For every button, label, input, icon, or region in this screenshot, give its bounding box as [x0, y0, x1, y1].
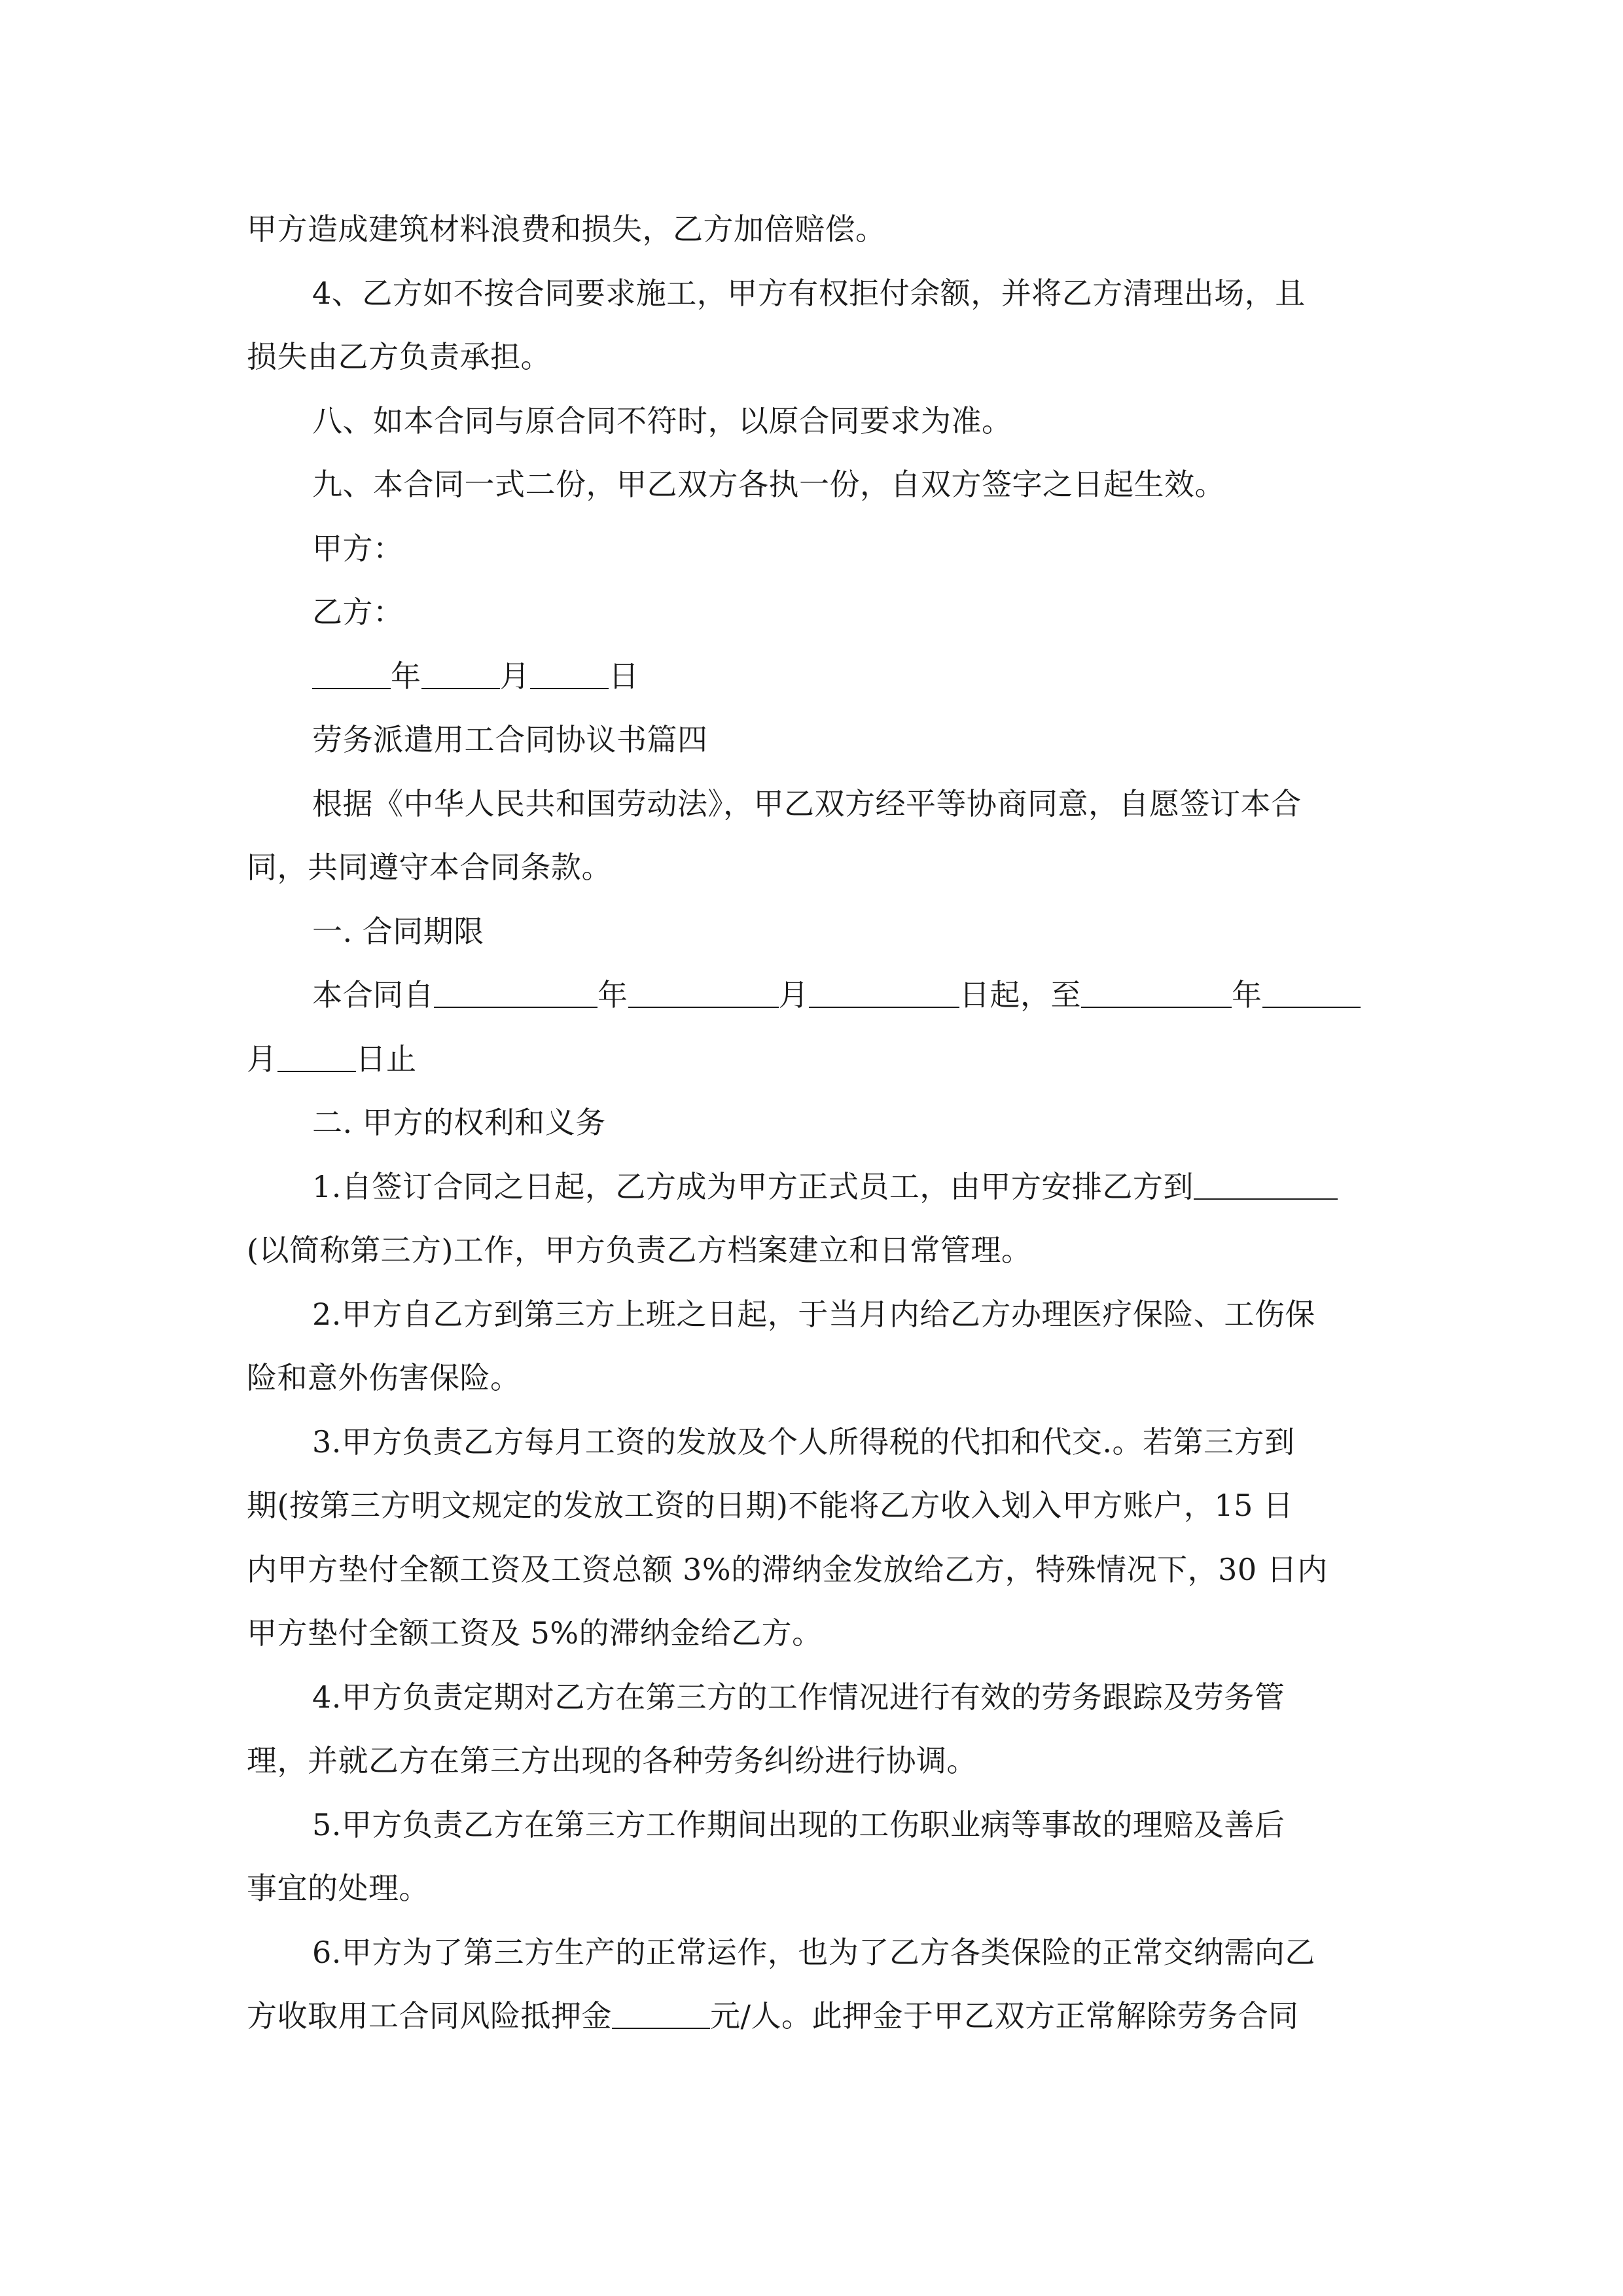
text-line: 内甲方垫付全额工资及工资总额 3%的滞纳金发放给乙方，特殊情况下，30 日内: [247, 1551, 1328, 1587]
blank-field: [1262, 980, 1361, 1008]
text-line: 根据《中华人民共和国劳动法》，甲乙双方经平等协商同意，自愿签订本合: [312, 785, 1302, 821]
text-line: 同，共同遵守本合同条款。: [247, 850, 612, 885]
blank-field: [628, 980, 779, 1008]
clause-text: 元/人。此押金于甲乙双方正常解除劳务合同: [710, 1998, 1299, 2034]
text-line: 甲方垫付全额工资及 5%的滞纳金给乙方。: [247, 1615, 823, 1651]
text-line: (以简称第三方)工作，甲方负责乙方档案建立和日常管理。: [247, 1232, 1032, 1268]
text-line: 理，并就乙方在第三方出现的各种劳务纠纷进行协调。: [247, 1743, 977, 1778]
document-page: [247, 198, 1379, 2049]
clause-text: 方收取用工合同风险抵押金: [247, 1998, 612, 2034]
text-line: 事宜的处理。: [247, 1871, 429, 1906]
text-line: 九、本合同一式二份，甲乙双方各执一份，自双方签字之日起生效。: [312, 467, 1225, 502]
blank-field: [312, 662, 391, 689]
blank-field: [1081, 980, 1232, 1008]
clause-heading: 一. 合同期限: [312, 913, 484, 949]
clause-heading: 二. 甲方的权利和义务: [312, 1105, 606, 1140]
party-a-label: 甲方：: [312, 530, 404, 566]
term-text: 日起，至: [959, 977, 1081, 1013]
blank-field: [612, 2001, 710, 2029]
text-line: [247, 1155, 1379, 1219]
text-line: 2.甲方自乙方到第三方上班之日起，于当月内给乙方办理医疗保险、工伤保: [312, 1296, 1315, 1332]
term-text: 年: [597, 977, 628, 1013]
date-month-label: 月: [499, 658, 530, 694]
blank-field: [277, 1045, 356, 1072]
text-line: 5.甲方负责乙方在第三方工作期间出现的工伤职业病等事故的理赔及善后: [312, 1806, 1285, 1842]
section-title: 劳务派遣用工合同协议书篇四: [312, 722, 708, 757]
text-line: [247, 1984, 1379, 2049]
text-line: 4.甲方负责定期对乙方在第三方的工作情况进行有效的劳务跟踪及劳务管: [312, 1679, 1285, 1715]
party-b-label: 乙方：: [312, 594, 404, 630]
term-text: 月: [778, 977, 809, 1013]
date-line: [247, 645, 1379, 709]
date-day-label: 日: [609, 658, 639, 694]
text-line: 甲方造成建筑材料浪费和损失，乙方加倍赔偿。: [247, 211, 886, 247]
text-line: 期(按第三方明文规定的发放工资的日期)不能将乙方收入划入甲方账户，15 日: [247, 1488, 1294, 1523]
date-year-label: 年: [391, 658, 421, 694]
term-text: 月: [247, 1041, 277, 1077]
clause-text: 1.自签订合同之日起，乙方成为甲方正式员工，由甲方安排乙方到: [312, 1168, 1194, 1204]
text-line: 损失由乙方负责承担。: [247, 339, 551, 374]
text-line: 6.甲方为了第三方生产的正常运作，也为了乙方各类保险的正常交纳需向乙: [312, 1934, 1315, 1970]
text-line: 八、如本合同与原合同不符时，以原合同要求为准。: [312, 403, 1012, 439]
blank-field: [809, 980, 959, 1008]
blank-field: [1194, 1172, 1338, 1200]
text-line: 险和意外伤害保险。: [247, 1360, 521, 1395]
blank-field: [421, 662, 500, 689]
term-text: 日止: [355, 1041, 417, 1077]
term-line: [247, 963, 1379, 1028]
term-line-end: [247, 1028, 1379, 1092]
term-text: 本合同自: [312, 977, 434, 1013]
term-text: 年: [1232, 977, 1262, 1013]
text-line: 3.甲方负责乙方每月工资的发放及个人所得税的代扣和代交.。若第三方到: [312, 1424, 1295, 1460]
blank-field: [434, 980, 597, 1008]
blank-field: [530, 662, 609, 689]
text-line: 4、乙方如不按合同要求施工，甲方有权拒付余额，并将乙方清理出场，且: [312, 275, 1306, 311]
